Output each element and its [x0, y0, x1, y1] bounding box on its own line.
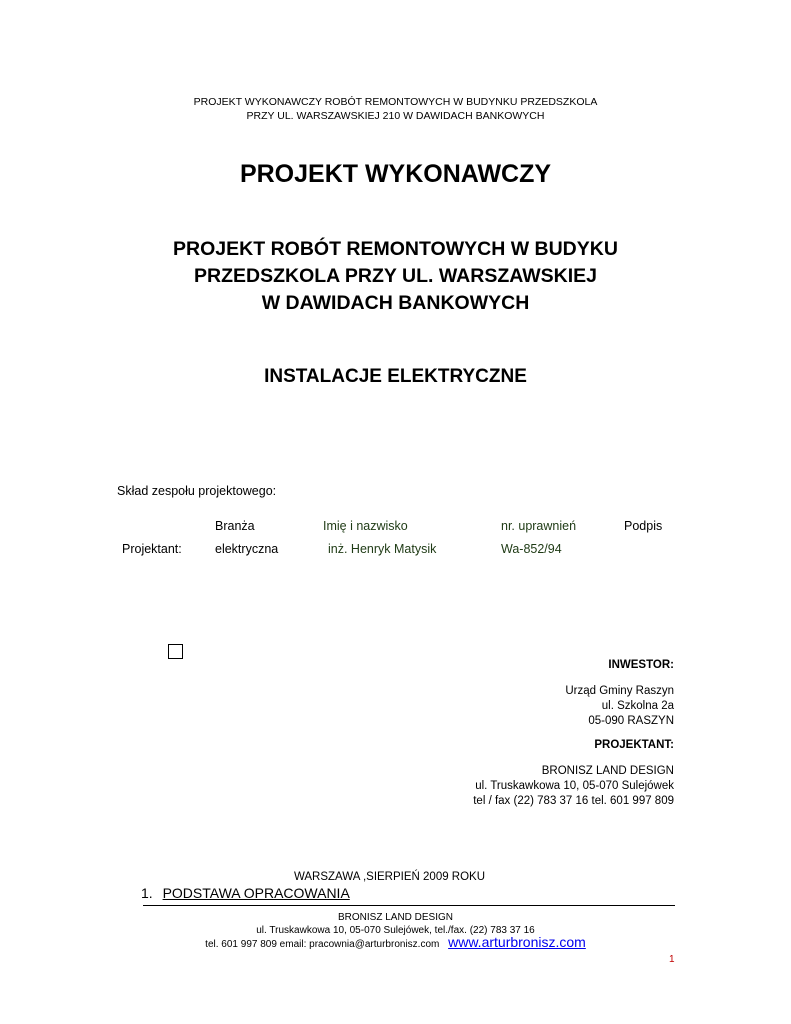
subtitle-line-1: PROJEKT ROBÓT REMONTOWYCH W BUDYKU — [173, 238, 618, 260]
subtitle-line-2: PRZEDSZKOLA PRZY UL. WARSZAWSKIEJ — [193, 265, 598, 287]
header-license: nr. uprawnień — [501, 519, 577, 533]
row-role: Projektant: — [122, 542, 182, 556]
list-item-number: 1. — [141, 885, 153, 901]
investor-line-2: ul. Szkolna 2a — [601, 700, 674, 712]
designer-address — [473, 764, 674, 809]
footer-line-1: BRONISZ LAND DESIGN — [337, 912, 454, 923]
footer-line-3-wrap — [0, 936, 791, 951]
designer-line-1: BRONISZ LAND DESIGN — [541, 765, 674, 777]
designer-line-2: ul. Truskawkowa 10, 05-070 Sulejówek — [475, 780, 674, 792]
investor-address — [565, 684, 674, 729]
investor-line-1: Urząd Gminy Raszyn — [565, 685, 674, 697]
document-title: PROJEKT WYKONAWCZY — [239, 160, 552, 188]
list-item-1 — [141, 885, 350, 901]
footer-line-2: ul. Truskawkowa 10, 05-070 Sulejówek, tel./fax. (22) 783 37 16 — [256, 925, 535, 936]
designer-label: PROJEKTANT: — [594, 739, 674, 751]
page-number: 1 — [669, 954, 675, 965]
investor-line-3: 05-090 RASZYN — [588, 715, 674, 727]
row-name: inż. Henryk Matysik — [328, 542, 437, 556]
footer-contact: tel. 601 997 809 email: pracownia@arturbronisz.com — [205, 939, 440, 950]
header-branza: Branża — [215, 519, 255, 533]
row-license: Wa-852/94 — [501, 542, 562, 556]
team-label: Skład zespołu projektowego: — [117, 484, 277, 498]
header-line-2: PRZY UL. WARSZAWSKIEJ 210 W DAWIDACH BANKOWYCH — [246, 110, 545, 122]
website-link[interactable]: www.arturbronisz.com — [448, 934, 586, 950]
row-branza: elektryczna — [215, 542, 279, 556]
header-name: Imię i nazwisko — [323, 519, 408, 533]
footer-divider — [143, 905, 675, 906]
header-signature: Podpis — [624, 519, 663, 533]
header-line-1: PROJEKT WYKONAWCZY ROBÓT REMONTOWYCH W BUDYNKU PRZEDSZKOLA — [193, 96, 598, 108]
place-date: WARSZAWA ,SIERPIEŃ 2009 ROKU — [293, 871, 486, 883]
section-title: INSTALACJE ELEKTRYCZNE — [264, 366, 527, 387]
designer-line-3: tel / fax (22) 783 37 16 tel. 601 997 809 — [473, 795, 674, 807]
list-item-label: PODSTAWA OPRACOWANIA — [162, 885, 350, 901]
investor-label: INWESTOR: — [608, 659, 674, 671]
subtitle-line-3: W DAWIDACH BANKOWYCH — [261, 292, 530, 314]
document-subtitle — [0, 236, 791, 317]
running-header — [0, 95, 791, 123]
checkbox-square-icon — [168, 644, 183, 659]
